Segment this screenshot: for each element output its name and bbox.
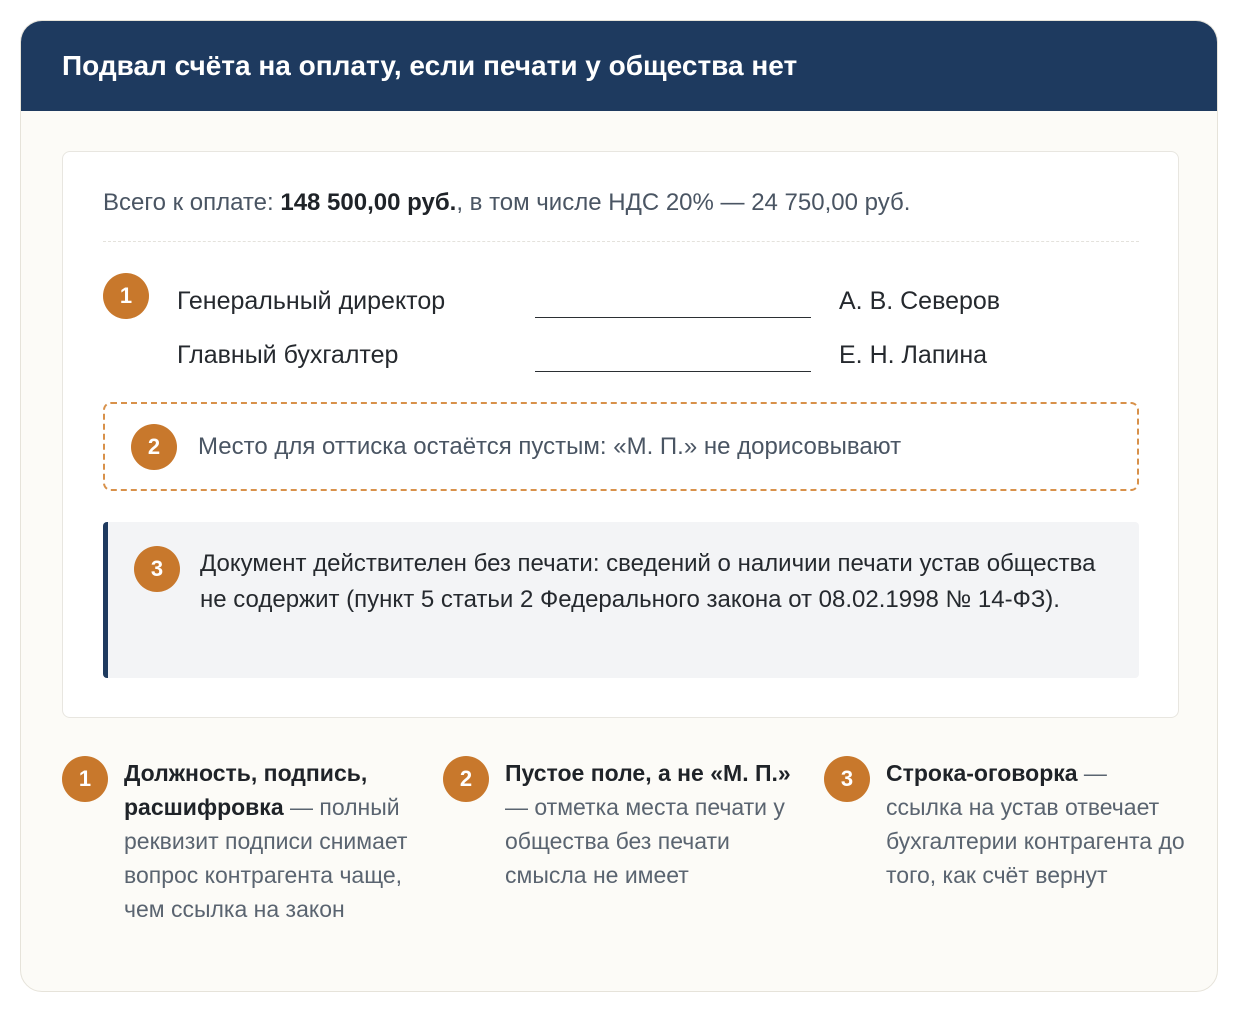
- header-bar: [21, 21, 1218, 111]
- invoice-footer-sample: [62, 151, 1179, 718]
- signature-role-director: Генеральный директор: [177, 287, 446, 315]
- legend-body-1: — полный реквизит подписи снимает вопрос контрагента чаще, чем ссылка на закон: [124, 794, 408, 922]
- legend-badge-2: 2: [443, 756, 489, 802]
- legend-text-2: [505, 756, 805, 892]
- legend-body-2: — отметка места печати у общества без печати смысла не имеет: [505, 794, 785, 888]
- signature-line-accountant: [535, 371, 811, 372]
- stamp-placeholder-box: [103, 402, 1139, 491]
- marker-badge-3: 3: [134, 546, 180, 592]
- legend-heading-1: Должность, подпись, расшифровка: [124, 760, 368, 820]
- signature-role-accountant: Главный бухгалтер: [177, 341, 399, 369]
- legend-body-3: — ссылка на устав отвечает бухгалтерии контрагента до того, как счёт вернут: [886, 760, 1185, 888]
- total-label: Всего к оплате:: [103, 189, 274, 216]
- signature-name-accountant: Е. Н. Лапина: [839, 341, 988, 369]
- legal-note-text: Документ действителен без печати: сведений о наличии печати устав общества не содержит (пункт 5 статьи 2 Федерального закона от 08.02.1998 № 14-ФЗ).: [200, 550, 1096, 613]
- legend-heading-2: Пустое поле, а не «М. П.»: [505, 760, 791, 786]
- invoice-footer-card: [20, 20, 1218, 992]
- marker-badge-1: 1: [103, 273, 149, 319]
- total-amount: 148 500,00 руб.: [280, 189, 457, 216]
- total-line: [103, 188, 910, 218]
- total-vat: , в том числе НДС 20% — 24 750,00 руб.: [456, 189, 911, 216]
- legend-heading-3: Строка-оговорка: [886, 760, 1078, 786]
- legend-badge-1: 1: [62, 756, 108, 802]
- legend-text-1: [124, 756, 424, 926]
- legal-note-box: [103, 522, 1139, 678]
- marker-badge-2: 2: [131, 424, 177, 470]
- signature-line-director: [535, 317, 811, 318]
- legend-text-3: [886, 756, 1186, 892]
- stamp-text: Место для оттиска остаётся пустым: «М. П.» не дорисовывают: [198, 433, 902, 460]
- divider: [103, 241, 1139, 242]
- legend-badge-3: 3: [824, 756, 870, 802]
- page-title: Подвал счёта на оплату, если печати у общества нет: [62, 50, 798, 81]
- signature-name-director: А. В. Северов: [839, 287, 1001, 315]
